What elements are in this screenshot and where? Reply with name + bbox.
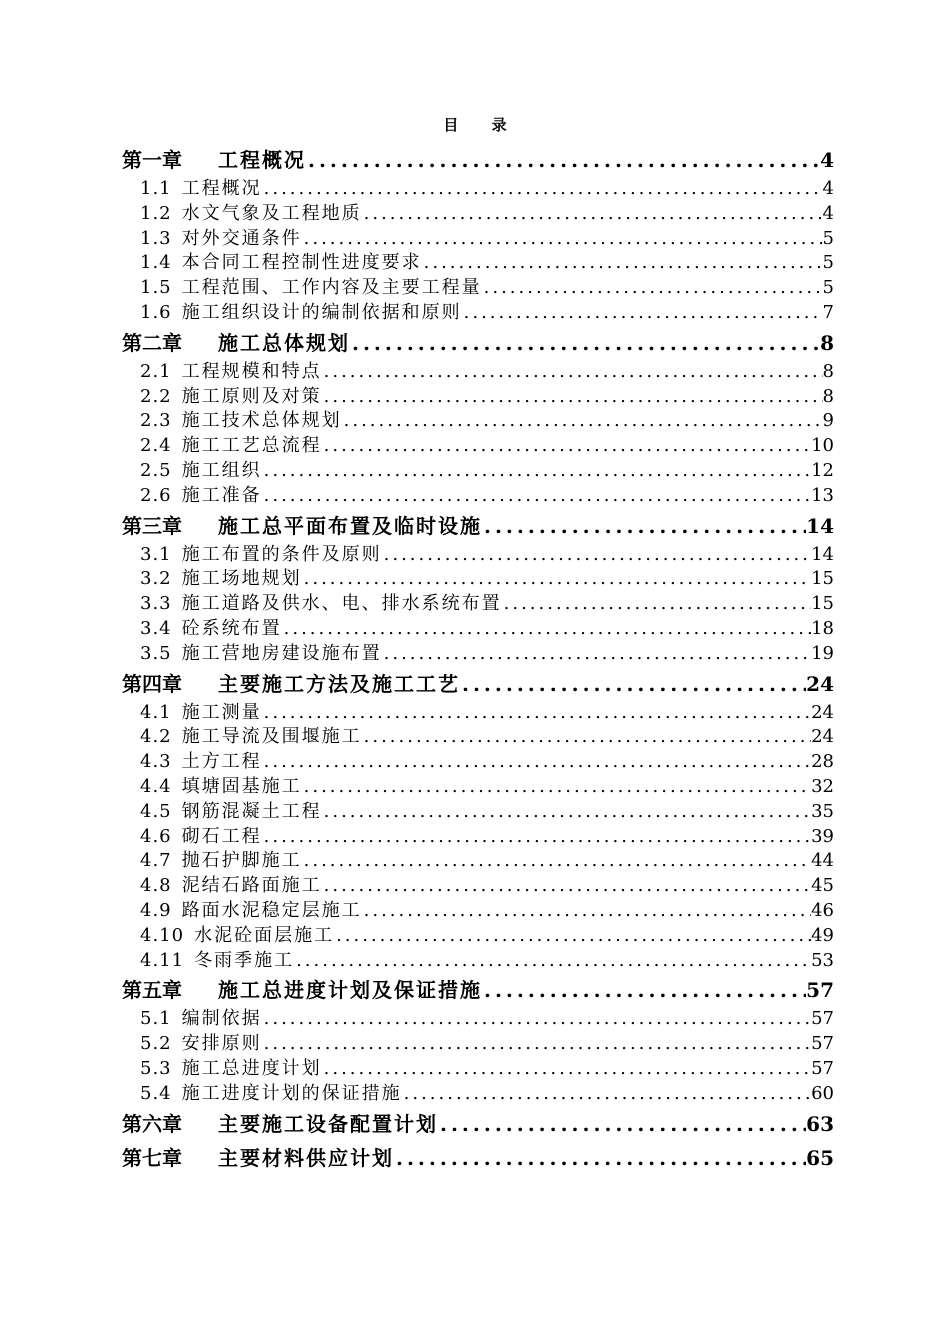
entry-title: 安排原则 — [181, 1033, 262, 1055]
entry-page: 5 — [822, 252, 834, 274]
entry-number: 2.2 — [140, 385, 172, 407]
dot-leader — [482, 276, 823, 301]
entry-number: 1.2 — [140, 202, 172, 224]
entry-number: 3.1 — [140, 543, 172, 565]
dot-leader — [394, 1141, 806, 1175]
entry-page: 14 — [806, 513, 834, 538]
entry-title: 施工工艺总流程 — [181, 435, 322, 457]
entry-page: 28 — [811, 751, 834, 773]
entry-title: 施工总平面布置及临时设施 — [218, 513, 482, 538]
dot-leader — [302, 849, 811, 874]
entry-title: 施工总进度计划 — [181, 1057, 322, 1079]
dot-leader — [262, 177, 823, 202]
dot-leader — [306, 143, 820, 177]
entry-page: 32 — [811, 775, 834, 797]
entry-number: 4.6 — [140, 825, 172, 847]
entry-page: 24 — [806, 671, 834, 696]
entry-number: 4.2 — [140, 726, 172, 748]
toc-section-row[interactable] — [122, 1032, 834, 1057]
entry-number: 第七章 — [122, 1145, 182, 1170]
entry-title: 施工场地规划 — [181, 568, 302, 590]
dot-leader — [262, 459, 811, 484]
toc-chapter-row[interactable] — [122, 1141, 834, 1175]
toc-section-row[interactable] — [122, 800, 834, 825]
entry-page: 4 — [822, 202, 834, 224]
entry-number: 5.3 — [140, 1057, 172, 1079]
entry-number: 3.2 — [140, 568, 172, 590]
entry-page: 57 — [811, 1033, 834, 1055]
entry-page: 12 — [811, 459, 834, 481]
entry-page: 8 — [820, 330, 834, 355]
entry-title: 主要材料供应计划 — [218, 1145, 394, 1170]
entry-page: 4 — [820, 148, 834, 172]
entry-title: 抛石护脚施工 — [181, 850, 302, 872]
entry-page: 7 — [822, 301, 834, 323]
entry-number: 4.7 — [140, 850, 172, 872]
toc-section-row[interactable] — [122, 874, 834, 899]
entry-number: 5.2 — [140, 1033, 172, 1055]
entry-title: 土方工程 — [181, 751, 262, 773]
dot-leader — [262, 1007, 811, 1032]
entry-number: 4.8 — [140, 875, 172, 897]
toc-section-row[interactable] — [122, 849, 834, 874]
entry-title: 主要施工设备配置计划 — [218, 1111, 438, 1136]
dot-leader — [482, 509, 806, 543]
entry-title: 工程概况 — [181, 178, 262, 199]
entry-title: 施工测量 — [181, 701, 262, 723]
entry-title: 钢筋混凝土工程 — [181, 800, 322, 822]
dot-leader — [362, 725, 811, 750]
entry-page: 5 — [822, 277, 834, 299]
toc-section-row[interactable] — [122, 177, 834, 202]
toc-section-row[interactable] — [122, 301, 834, 326]
toc-section-row[interactable] — [122, 775, 834, 800]
toc-section-row[interactable] — [122, 409, 834, 434]
dot-leader — [482, 973, 806, 1007]
entry-page: 63 — [806, 1111, 834, 1136]
toc-section-row[interactable] — [122, 642, 834, 667]
dot-leader — [322, 385, 823, 410]
entry-title: 填塘固基施工 — [181, 775, 302, 797]
entry-title: 施工道路及供水、电、排水系统布置 — [181, 593, 502, 615]
entry-title: 砼系统布置 — [181, 617, 282, 639]
toc-section-row[interactable] — [122, 434, 834, 459]
dot-leader — [302, 227, 823, 252]
entry-title: 编制依据 — [181, 1008, 262, 1030]
toc-chapter-row[interactable] — [122, 509, 834, 543]
entry-number: 2.5 — [140, 459, 172, 481]
entry-page: 15 — [811, 593, 834, 615]
entry-page: 4 — [822, 178, 834, 199]
entry-title: 工程概况 — [218, 148, 306, 172]
entry-number: 1.5 — [140, 277, 172, 299]
toc-section-row[interactable] — [122, 825, 834, 850]
entry-page: 57 — [806, 978, 834, 1003]
entry-page: 18 — [811, 617, 834, 639]
entry-number: 3.4 — [140, 617, 172, 639]
entry-number: 4.1 — [140, 701, 172, 723]
entry-page: 57 — [811, 1057, 834, 1079]
entry-page: 60 — [811, 1082, 834, 1104]
entry-number: 第六章 — [122, 1111, 182, 1136]
entry-page: 9 — [822, 410, 834, 432]
dot-leader — [462, 301, 823, 326]
table-of-contents — [122, 143, 834, 1175]
dot-leader — [422, 251, 823, 276]
entry-page: 13 — [811, 484, 834, 506]
dot-leader — [282, 617, 811, 642]
entry-title: 工程范围、工作内容及主要工程量 — [181, 277, 482, 299]
entry-number: 第二章 — [122, 330, 182, 355]
toc-section-row[interactable] — [122, 899, 834, 924]
entry-number: 第三章 — [122, 513, 182, 538]
entry-page: 8 — [822, 385, 834, 407]
toc-section-row[interactable] — [122, 592, 834, 617]
toc-section-row[interactable] — [122, 360, 834, 385]
dot-leader — [342, 409, 823, 434]
dot-leader — [362, 899, 811, 924]
toc-section-row[interactable] — [122, 1057, 834, 1082]
toc-section-row[interactable] — [122, 1082, 834, 1107]
entry-title: 施工导流及围堰施工 — [181, 726, 362, 748]
entry-title: 施工组织设计的编制依据和原则 — [181, 301, 462, 323]
dot-leader — [460, 667, 806, 701]
entry-number: 1.4 — [140, 252, 172, 274]
entry-page: 15 — [811, 568, 834, 590]
toc-chapter-row[interactable] — [122, 667, 834, 701]
entry-page: 24 — [811, 726, 834, 748]
dot-leader — [322, 1057, 811, 1082]
toc-chapter-row[interactable] — [122, 973, 834, 1007]
entry-number: 4.3 — [140, 751, 172, 773]
entry-title: 施工原则及对策 — [181, 385, 322, 407]
dot-leader — [502, 592, 811, 617]
dot-leader — [322, 800, 811, 825]
entry-title: 施工营地房建设施布置 — [181, 642, 382, 664]
entry-number: 4.10 — [140, 924, 185, 946]
dot-leader — [262, 750, 811, 775]
toc-section-row[interactable] — [122, 484, 834, 509]
toc-section-row[interactable] — [122, 1007, 834, 1032]
entry-title: 路面水泥稳定层施工 — [181, 899, 362, 921]
entry-number: 2.6 — [140, 484, 172, 506]
toc-section-row[interactable] — [122, 567, 834, 592]
entry-title: 冬雨季施工 — [194, 949, 295, 971]
entry-number: 2.3 — [140, 410, 172, 432]
entry-number: 4.11 — [140, 949, 185, 971]
entry-page: 46 — [811, 899, 834, 921]
entry-title: 工程规模和特点 — [181, 360, 322, 382]
dot-leader — [382, 543, 811, 568]
entry-title: 施工进度计划的保证措施 — [181, 1082, 402, 1104]
dot-leader — [294, 949, 811, 974]
entry-page: 49 — [811, 924, 834, 946]
toc-section-row[interactable] — [122, 459, 834, 484]
dot-leader — [334, 924, 811, 949]
entry-number: 2.1 — [140, 360, 172, 382]
entry-page: 57 — [811, 1008, 834, 1030]
entry-number: 3.5 — [140, 642, 172, 664]
entry-page: 53 — [811, 949, 834, 971]
entry-title: 水文气象及工程地质 — [181, 202, 362, 224]
entry-page: 19 — [811, 642, 834, 664]
entry-title: 对外交通条件 — [181, 227, 302, 249]
dot-leader — [262, 701, 811, 726]
entry-page: 39 — [811, 825, 834, 847]
entry-page: 24 — [811, 701, 834, 723]
entry-number: 2.4 — [140, 435, 172, 457]
entry-number: 4.4 — [140, 775, 172, 797]
entry-number: 第五章 — [122, 978, 182, 1003]
entry-title: 施工布置的条件及原则 — [181, 543, 382, 565]
dot-leader — [382, 642, 811, 667]
dot-leader — [322, 434, 811, 459]
dot-leader — [322, 874, 811, 899]
toc-section-row[interactable] — [122, 617, 834, 642]
entry-page: 44 — [811, 850, 834, 872]
toc-title: 目 录 — [443, 116, 521, 134]
toc-chapter-row[interactable] — [122, 143, 834, 177]
entry-title: 水泥砼面层施工 — [194, 924, 335, 946]
entry-title: 施工总进度计划及保证措施 — [218, 978, 482, 1003]
toc-chapter-row[interactable] — [122, 1107, 834, 1141]
dot-leader — [262, 1032, 811, 1057]
entry-title: 砌石工程 — [181, 825, 262, 847]
entry-number: 1.3 — [140, 227, 172, 249]
dot-leader — [262, 484, 811, 509]
toc-section-row[interactable] — [122, 276, 834, 301]
entry-page: 14 — [811, 543, 834, 565]
dot-leader — [438, 1107, 806, 1141]
entry-number: 5.1 — [140, 1008, 172, 1030]
toc-section-row[interactable] — [122, 750, 834, 775]
dot-leader — [402, 1082, 811, 1107]
entry-title: 本合同工程控制性进度要求 — [181, 252, 422, 274]
toc-section-row[interactable] — [122, 202, 834, 227]
dot-leader — [302, 775, 811, 800]
entry-number: 第四章 — [122, 671, 182, 696]
dot-leader — [350, 326, 820, 360]
entry-number: 1.6 — [140, 301, 172, 323]
toc-section-row[interactable] — [122, 949, 834, 974]
dot-leader — [302, 567, 811, 592]
entry-page: 8 — [822, 360, 834, 382]
dot-leader — [362, 202, 823, 227]
toc-section-row[interactable] — [122, 725, 834, 750]
entry-number: 4.9 — [140, 899, 172, 921]
entry-page: 65 — [806, 1145, 834, 1170]
toc-section-row[interactable] — [122, 924, 834, 949]
entry-number: 1.1 — [140, 178, 172, 199]
entry-number: 第一章 — [122, 148, 182, 172]
toc-section-row[interactable] — [122, 543, 834, 568]
toc-section-row[interactable] — [122, 227, 834, 252]
toc-section-row[interactable] — [122, 701, 834, 726]
entry-page: 5 — [822, 227, 834, 249]
entry-title: 施工组织 — [181, 459, 262, 481]
entry-number: 5.4 — [140, 1082, 172, 1104]
entry-page: 35 — [811, 800, 834, 822]
entry-title: 施工准备 — [181, 484, 262, 506]
dot-leader — [262, 825, 811, 850]
dot-leader — [322, 360, 823, 385]
toc-section-row[interactable] — [122, 385, 834, 410]
toc-section-row[interactable] — [122, 251, 834, 276]
entry-page: 45 — [811, 875, 834, 897]
entry-title: 施工技术总体规划 — [181, 410, 342, 432]
entry-page: 10 — [811, 435, 834, 457]
entry-number: 4.5 — [140, 800, 172, 822]
entry-title: 泥结石路面施工 — [181, 875, 322, 897]
entry-number: 3.3 — [140, 593, 172, 615]
toc-chapter-row[interactable] — [122, 326, 834, 360]
entry-title: 主要施工方法及施工工艺 — [218, 671, 460, 696]
entry-title: 施工总体规划 — [218, 330, 350, 355]
